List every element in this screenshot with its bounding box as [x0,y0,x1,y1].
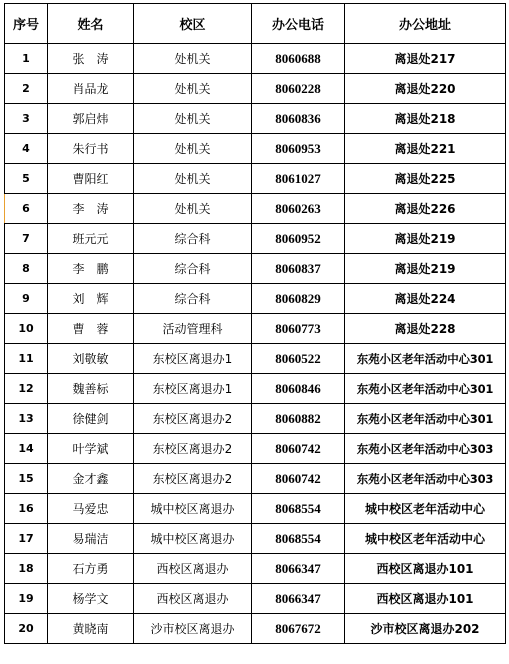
cell-campus: 东校区离退办2 [134,434,252,464]
cell-phone: 8060263 [252,194,345,224]
cell-phone: 8061027 [252,164,345,194]
cell-name: 班元元 [48,224,134,254]
table-row [5,164,506,194]
header-phone: 办公电话 [252,4,345,44]
cell-name: 张 涛 [48,44,134,74]
cell-phone: 8066347 [252,554,345,584]
cell-no: 9 [5,284,48,314]
header-row [5,4,506,44]
table-row [5,284,506,314]
cell-name: 朱行书 [48,134,134,164]
cell-phone: 8060952 [252,224,345,254]
cell-campus: 西校区离退办 [134,554,252,584]
cell-phone: 8060742 [252,464,345,494]
cell-address: 东苑小区老年活动中心301 [345,374,506,404]
cell-campus: 处机关 [134,134,252,164]
cell-name: 金才鑫 [48,464,134,494]
cell-phone: 8060228 [252,74,345,104]
cell-campus: 东校区离退办2 [134,464,252,494]
table-row [5,494,506,524]
cell-no: 12 [5,374,48,404]
table-row [5,44,506,74]
cell-address: 城中校区老年活动中心 [345,494,506,524]
cell-address: 城中校区老年活动中心 [345,524,506,554]
cell-no: 8 [5,254,48,284]
cell-campus: 西校区离退办 [134,584,252,614]
cell-address: 离退处219 [345,254,506,284]
cell-no: 20 [5,614,48,644]
table-row [5,614,506,644]
cell-phone: 8060882 [252,404,345,434]
cell-name: 李 涛 [48,194,134,224]
cell-name: 石方勇 [48,554,134,584]
table-row [5,254,506,284]
cell-address: 西校区离退办101 [345,554,506,584]
cell-address: 离退处221 [345,134,506,164]
cell-address: 离退处217 [345,44,506,74]
cell-campus: 活动管理科 [134,314,252,344]
cell-address: 沙市校区离退办202 [345,614,506,644]
cell-address: 离退处226 [345,194,506,224]
cell-phone: 8067672 [252,614,345,644]
cell-name: 易瑞洁 [48,524,134,554]
cell-no: 18 [5,554,48,584]
cell-address: 东苑小区老年活动中心303 [345,434,506,464]
cell-name: 叶学斌 [48,434,134,464]
cell-phone: 8068554 [252,494,345,524]
cell-phone: 8060837 [252,254,345,284]
cell-campus: 处机关 [134,74,252,104]
cell-no: 4 [5,134,48,164]
cell-address: 离退处228 [345,314,506,344]
cell-phone: 8060522 [252,344,345,374]
header-no: 序号 [5,4,48,44]
cell-no: 6 [5,194,48,224]
cell-campus: 处机关 [134,164,252,194]
table-row [5,374,506,404]
cell-name: 李 鹏 [48,254,134,284]
cell-no: 15 [5,464,48,494]
cell-no: 13 [5,404,48,434]
cell-no: 5 [5,164,48,194]
cell-no: 3 [5,104,48,134]
cell-address: 离退处220 [345,74,506,104]
cell-phone: 8066347 [252,584,345,614]
cell-name: 刘 辉 [48,284,134,314]
table-row [5,74,506,104]
cell-name: 曹 蓉 [48,314,134,344]
cell-phone: 8060829 [252,284,345,314]
cell-name: 刘敬敏 [48,344,134,374]
cell-no: 14 [5,434,48,464]
cell-no: 7 [5,224,48,254]
table-row [5,134,506,164]
cell-no: 16 [5,494,48,524]
cell-address: 东苑小区老年活动中心301 [345,404,506,434]
cell-phone: 8060836 [252,104,345,134]
cell-campus: 东校区离退办1 [134,374,252,404]
cell-name: 徐健剑 [48,404,134,434]
cell-no: 2 [5,74,48,104]
table-row [5,524,506,554]
table-row [5,314,506,344]
cell-no: 1 [5,44,48,74]
header-campus: 校区 [134,4,252,44]
cell-address: 离退处218 [345,104,506,134]
cell-phone: 8060773 [252,314,345,344]
cell-campus: 综合科 [134,284,252,314]
table-row [5,584,506,614]
cell-no: 17 [5,524,48,554]
cell-campus: 处机关 [134,44,252,74]
table-row [5,194,506,224]
cell-name: 马爱忠 [48,494,134,524]
cell-name: 魏善标 [48,374,134,404]
cell-campus: 东校区离退办1 [134,344,252,374]
cell-address: 东苑小区老年活动中心303 [345,464,506,494]
cell-name: 杨学文 [48,584,134,614]
contact-table [4,3,506,644]
cell-name: 郭启炜 [48,104,134,134]
cell-address: 离退处224 [345,284,506,314]
cell-address: 离退处225 [345,164,506,194]
cell-no: 19 [5,584,48,614]
header-name: 姓名 [48,4,134,44]
cell-phone: 8060688 [252,44,345,74]
cell-no: 10 [5,314,48,344]
table-row [5,224,506,254]
table-row [5,434,506,464]
cell-phone: 8060953 [252,134,345,164]
cell-campus: 东校区离退办2 [134,404,252,434]
cell-no: 11 [5,344,48,374]
table-row [5,344,506,374]
cell-phone: 8068554 [252,524,345,554]
cell-campus: 处机关 [134,104,252,134]
cell-phone: 8060742 [252,434,345,464]
cell-campus: 综合科 [134,254,252,284]
table-row [5,404,506,434]
cell-campus: 综合科 [134,224,252,254]
cell-campus: 处机关 [134,194,252,224]
table-body [5,44,506,644]
cell-name: 黄晓南 [48,614,134,644]
cell-address: 离退处219 [345,224,506,254]
cell-name: 曹阳红 [48,164,134,194]
table-row [5,554,506,584]
cell-campus: 城中校区离退办 [134,524,252,554]
table-row [5,464,506,494]
header-address: 办公地址 [345,4,506,44]
table-row [5,104,506,134]
cell-name: 肖品龙 [48,74,134,104]
cell-address: 东苑小区老年活动中心301 [345,344,506,374]
cell-campus: 沙市校区离退办 [134,614,252,644]
cell-phone: 8060846 [252,374,345,404]
cell-campus: 城中校区离退办 [134,494,252,524]
cell-address: 西校区离退办101 [345,584,506,614]
